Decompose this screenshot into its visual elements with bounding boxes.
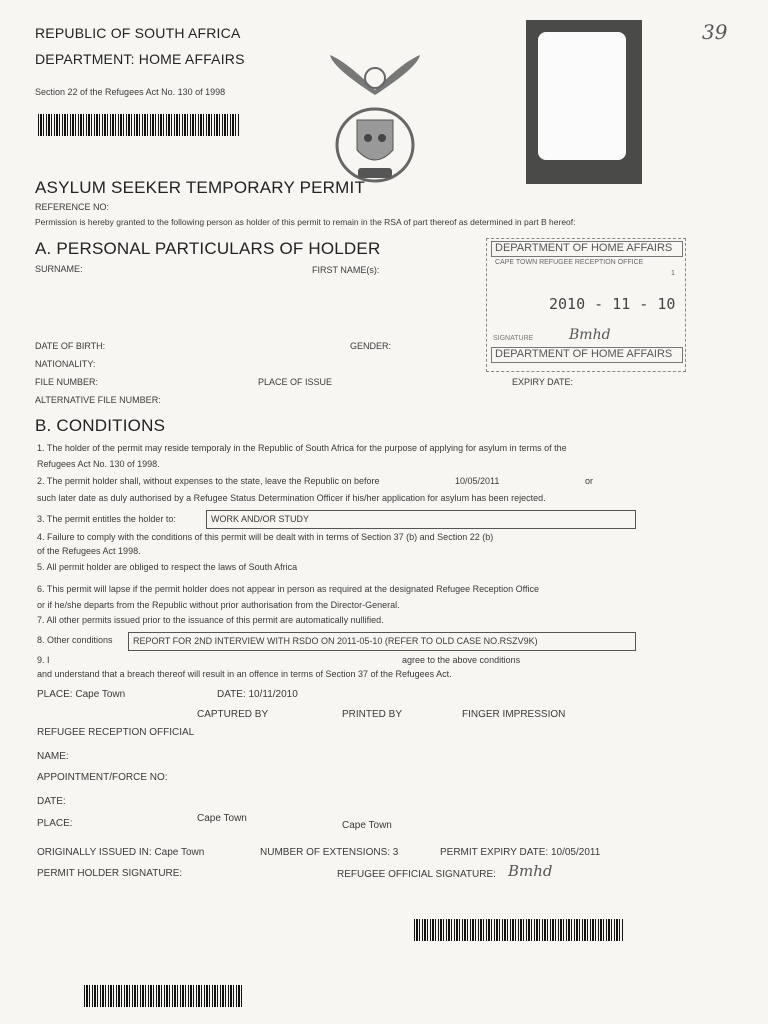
country-title: REPUBLIC OF SOUTH AFRICA bbox=[35, 25, 241, 41]
stamp-office-no: 1 bbox=[671, 270, 675, 277]
barcode-middle bbox=[414, 919, 624, 941]
stamp-date: 2010 - 11 - 10 bbox=[549, 295, 676, 313]
name-label: NAME: bbox=[37, 751, 69, 762]
leave-by-date: 10/05/2011 bbox=[455, 476, 500, 486]
condition-8: 8. Other conditions bbox=[37, 635, 113, 645]
coat-of-arms-icon bbox=[322, 50, 428, 184]
stamp-dept-bottom: DEPARTMENT OF HOME AFFAIRS bbox=[495, 348, 673, 360]
finger-impression-label: FINGER IMPRESSION bbox=[462, 709, 566, 720]
place-value-printed: Cape Town bbox=[342, 820, 392, 831]
document-title: ASYLUM SEEKER TEMPORARY PERMIT bbox=[35, 178, 366, 197]
page-mark: 39 bbox=[702, 20, 728, 44]
condition-6-cont: or if he/she departs from the Republic without prior authorisation from the Director-General. bbox=[37, 600, 400, 610]
permission-text: Permission is hereby granted to the following person as holder of this permit to remain in the RSA of part thereof as determined in part B hereof: bbox=[35, 217, 576, 227]
place-field: PLACE: Cape Town bbox=[37, 689, 126, 700]
footer-date-label: DATE: bbox=[37, 796, 66, 807]
section-a-heading: A. PERSONAL PARTICULARS OF HOLDER bbox=[35, 239, 381, 258]
place-value-captured: Cape Town bbox=[197, 813, 247, 824]
entitlement-value: WORK AND/OR STUDY bbox=[211, 514, 310, 524]
stamp-signature: Bmhd bbox=[569, 327, 611, 343]
condition-4: 4. Failure to comply with the conditions of this permit will be dealt with in terms of Section 37 (b) and Section 22 (b) bbox=[37, 532, 494, 542]
department-title: DEPARTMENT: HOME AFFAIRS bbox=[35, 51, 245, 67]
section-reference: Section 22 of the Refugees Act No. 130 of 1998 bbox=[35, 87, 226, 97]
condition-3: 3. The permit entitles the holder to: bbox=[37, 514, 176, 524]
appointment-label: APPOINTMENT/FORCE NO: bbox=[37, 772, 168, 783]
alt-file-number-label: ALTERNATIVE FILE NUMBER: bbox=[35, 395, 161, 405]
barcode-bottom bbox=[84, 985, 242, 1007]
gender-label: GENDER: bbox=[350, 341, 392, 351]
official-signature: Bmhd bbox=[508, 862, 553, 880]
condition-2-or: or bbox=[585, 476, 594, 486]
condition-6: 6. This permit will lapse if the permit holder does not appear in person as required at the designated Refugee Reception Office bbox=[37, 584, 539, 594]
other-conditions-value: REPORT FOR 2ND INTERVIEW WITH RSDO ON 2011-05-10 (REFER TO OLD CASE NO.RSZV9K) bbox=[133, 636, 538, 646]
holder-signature-label: PERMIT HOLDER SIGNATURE: bbox=[37, 868, 183, 879]
condition-9-agree: agree to the above conditions bbox=[402, 655, 521, 665]
condition-7: 7. All other permits issued prior to the issuance of this permit are automatically nullified. bbox=[37, 615, 384, 625]
place-of-issue-label: PLACE OF ISSUE bbox=[258, 377, 333, 387]
date-field: DATE: 10/11/2010 bbox=[217, 689, 298, 700]
captured-by-label: CAPTURED BY bbox=[197, 709, 269, 720]
dob-label: DATE OF BIRTH: bbox=[35, 341, 106, 351]
entitlement-box bbox=[206, 510, 636, 529]
surname-label: SURNAME: bbox=[35, 264, 83, 274]
first-names-label: FIRST NAME(s): bbox=[312, 265, 380, 275]
stamp-signature-label: SIGNATURE bbox=[493, 335, 534, 342]
condition-9: 9. I bbox=[37, 655, 50, 665]
condition-2-cont: such later date as duly authorised by a Refugee Status Determination Officer if his/her application for asylum has been rejected. bbox=[37, 493, 546, 503]
other-conditions-box bbox=[128, 632, 636, 651]
permit-expiry-date: PERMIT EXPIRY DATE: 10/05/2011 bbox=[440, 847, 601, 858]
barcode-top bbox=[38, 114, 240, 136]
condition-1: 1. The holder of the permit may reside temporaly in the Republic of South Africa for the purpose of applying for asylum in terms of the bbox=[37, 443, 567, 453]
office-stamp bbox=[486, 238, 686, 372]
official-signature-label: REFUGEE OFFICIAL SIGNATURE: bbox=[337, 869, 496, 880]
condition-9-cont: and understand that a breach thereof will result in an offence in terms of Section 37 of the Refugees Act. bbox=[37, 669, 452, 679]
reception-official-label: REFUGEE RECEPTION OFFICIAL bbox=[37, 727, 195, 738]
originally-issued: ORIGINALLY ISSUED IN: Cape Town bbox=[37, 847, 205, 858]
number-of-extensions: NUMBER OF EXTENSIONS: 3 bbox=[260, 847, 399, 858]
holder-photo bbox=[526, 20, 642, 184]
section-b-heading: B. CONDITIONS bbox=[35, 416, 166, 435]
expiry-date-label: EXPIRY DATE: bbox=[512, 377, 574, 387]
condition-1-cont: Refugees Act No. 130 of 1998. bbox=[37, 459, 160, 469]
reference-no-label: REFERENCE NO: bbox=[35, 202, 110, 212]
condition-5: 5. All permit holder are obliged to respect the laws of South Africa bbox=[37, 562, 298, 572]
printed-by-label: PRINTED BY bbox=[342, 709, 403, 720]
stamp-office: CAPE TOWN REFUGEE RECEPTION OFFICE bbox=[495, 259, 644, 266]
nationality-label: NATIONALITY: bbox=[35, 359, 96, 369]
stamp-dept-top: DEPARTMENT OF HOME AFFAIRS bbox=[495, 242, 673, 254]
condition-2: 2. The permit holder shall, without expenses to the state, leave the Republic on before bbox=[37, 476, 380, 486]
footer-place-label: PLACE: bbox=[37, 818, 73, 829]
condition-4-cont: of the Refugees Act 1998. bbox=[37, 546, 141, 556]
file-number-label: FILE NUMBER: bbox=[35, 377, 99, 387]
